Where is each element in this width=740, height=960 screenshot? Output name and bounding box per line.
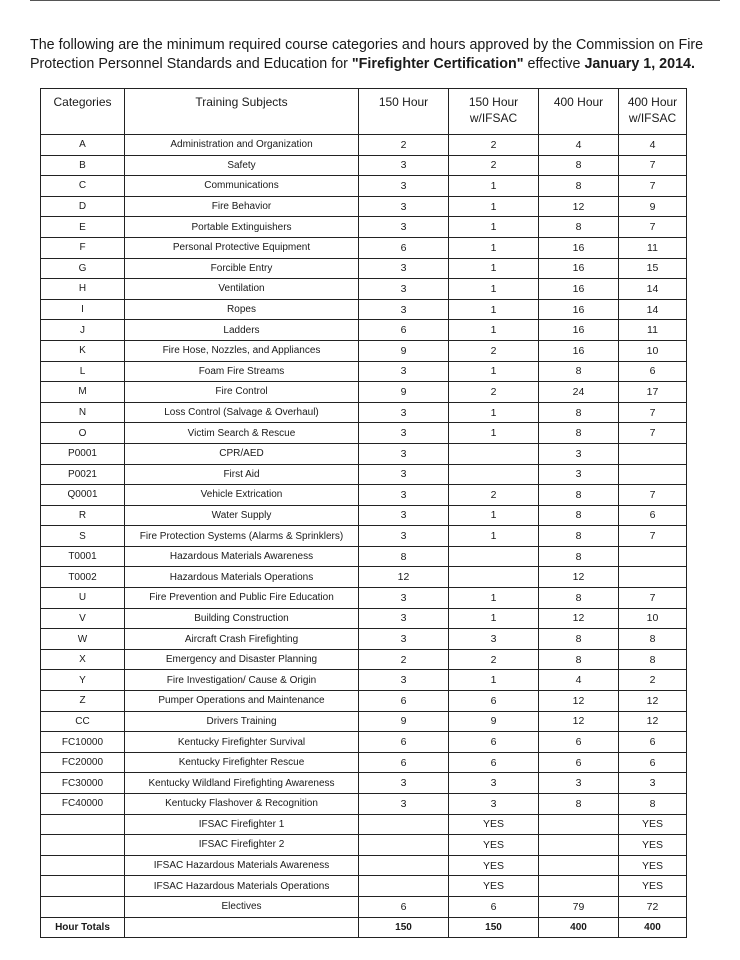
cell-400-hour: 16 (539, 258, 619, 279)
intro-cert-name: "Firefighter Certification" (351, 56, 524, 72)
cell-training-subject: Personal Protective Equipment (125, 237, 359, 258)
table-row (41, 135, 687, 156)
cell-150-hour: 8 (359, 546, 449, 567)
cell-400-hour: 8 (539, 155, 619, 176)
cell-400-hour-ifsac: 6 (619, 361, 687, 382)
cell-400-hour-ifsac: 7 (619, 217, 687, 238)
cell-150-hour-ifsac: 2 (449, 485, 539, 506)
cell-training-subject: Fire Investigation/ Cause & Origin (125, 670, 359, 691)
cell-category (41, 855, 125, 876)
cell-400-hour-ifsac: 8 (619, 649, 687, 670)
cell-category: F (41, 237, 125, 258)
cell-150-hour: 12 (359, 567, 449, 588)
cell-training-subject: Safety (125, 155, 359, 176)
cell-150-hour-ifsac: 1 (449, 526, 539, 547)
cell-training-subject: IFSAC Hazardous Materials Awareness (125, 855, 359, 876)
cell-training-subject: Foam Fire Streams (125, 361, 359, 382)
cell-category: FC30000 (41, 773, 125, 794)
cell-training-subject: Hazardous Materials Awareness (125, 546, 359, 567)
totals-row (41, 917, 687, 938)
cell-150-hour-ifsac: 2 (449, 135, 539, 156)
cell-150-hour: 9 (359, 382, 449, 403)
cell-150-hour-ifsac: 1 (449, 176, 539, 197)
table-row (41, 485, 687, 506)
cell-150-hour-ifsac: 1 (449, 279, 539, 300)
cell-150-hour: 3 (359, 485, 449, 506)
cell-150-hour-ifsac: YES (449, 835, 539, 856)
cell-150-hour: 9 (359, 340, 449, 361)
table-row (41, 691, 687, 712)
cell-category: J (41, 320, 125, 341)
table-row (41, 835, 687, 856)
cell-category: X (41, 649, 125, 670)
cell-400-hour: 16 (539, 237, 619, 258)
cell-category (41, 835, 125, 856)
cell-150-hour-ifsac: 2 (449, 340, 539, 361)
cell-150-hour: 3 (359, 505, 449, 526)
cell-400-hour-ifsac (619, 443, 687, 464)
cell-150-hour-ifsac: YES (449, 855, 539, 876)
table-row (41, 567, 687, 588)
cell-category: P0021 (41, 464, 125, 485)
cell-400-hour: 79 (539, 896, 619, 917)
cell-400-hour (539, 855, 619, 876)
cell-400-hour: 16 (539, 320, 619, 341)
totals-400-hour: 400 (539, 917, 619, 938)
cell-400-hour (539, 835, 619, 856)
cell-150-hour (359, 835, 449, 856)
cell-category: O (41, 423, 125, 444)
cell-category: N (41, 402, 125, 423)
table-row (41, 402, 687, 423)
cell-training-subject: Victim Search & Rescue (125, 423, 359, 444)
totals-blank (125, 917, 359, 938)
cell-training-subject: Portable Extinguishers (125, 217, 359, 238)
cell-training-subject: Kentucky Firefighter Rescue (125, 752, 359, 773)
cell-150-hour-ifsac: 6 (449, 732, 539, 753)
intro-effective-date: January 1, 2014. (584, 56, 695, 72)
cell-400-hour: 12 (539, 691, 619, 712)
cell-400-hour-ifsac: 11 (619, 237, 687, 258)
cell-400-hour: 8 (539, 176, 619, 197)
cell-category (41, 876, 125, 897)
page-top-edge (30, 0, 720, 2)
cell-category: FC20000 (41, 752, 125, 773)
cell-training-subject: Aircraft Crash Firefighting (125, 629, 359, 650)
cell-150-hour-ifsac: YES (449, 876, 539, 897)
cell-400-hour: 4 (539, 670, 619, 691)
cell-400-hour-ifsac: 7 (619, 155, 687, 176)
cell-150-hour: 6 (359, 691, 449, 712)
cell-150-hour-ifsac: 1 (449, 217, 539, 238)
cell-150-hour-ifsac (449, 464, 539, 485)
cell-400-hour-ifsac: 12 (619, 691, 687, 712)
table-row (41, 711, 687, 732)
cell-training-subject: IFSAC Hazardous Materials Operations (125, 876, 359, 897)
cell-category: R (41, 505, 125, 526)
cell-400-hour-ifsac: 7 (619, 485, 687, 506)
cell-150-hour: 3 (359, 670, 449, 691)
table-row (41, 732, 687, 753)
cell-training-subject: Fire Prevention and Public Fire Education (125, 588, 359, 609)
cell-400-hour-ifsac: 72 (619, 896, 687, 917)
cell-150-hour-ifsac: 1 (449, 237, 539, 258)
cell-400-hour-ifsac: 14 (619, 279, 687, 300)
cell-150-hour: 9 (359, 711, 449, 732)
table-row (41, 443, 687, 464)
cell-150-hour: 3 (359, 176, 449, 197)
cell-400-hour-ifsac: YES (619, 855, 687, 876)
intro-text-2: effective (523, 56, 585, 72)
cell-400-hour-ifsac: 8 (619, 629, 687, 650)
cell-150-hour: 3 (359, 217, 449, 238)
cell-training-subject: Fire Behavior (125, 196, 359, 217)
cell-150-hour-ifsac: 1 (449, 320, 539, 341)
cell-400-hour-ifsac: 12 (619, 711, 687, 732)
cell-400-hour: 8 (539, 546, 619, 567)
cell-400-hour-ifsac: 6 (619, 732, 687, 753)
cell-150-hour-ifsac: 1 (449, 402, 539, 423)
table-row (41, 176, 687, 197)
cell-400-hour: 16 (539, 340, 619, 361)
cell-150-hour (359, 855, 449, 876)
cell-400-hour: 12 (539, 196, 619, 217)
cell-150-hour-ifsac: 2 (449, 382, 539, 403)
cell-category: FC10000 (41, 732, 125, 753)
cell-training-subject: Building Construction (125, 608, 359, 629)
cell-category: Z (41, 691, 125, 712)
cell-150-hour: 2 (359, 135, 449, 156)
cell-150-hour: 2 (359, 649, 449, 670)
cell-400-hour: 12 (539, 608, 619, 629)
cell-400-hour-ifsac (619, 464, 687, 485)
cell-training-subject: Kentucky Flashover & Recognition (125, 794, 359, 815)
cell-150-hour: 3 (359, 361, 449, 382)
table-header-row (41, 89, 687, 135)
cell-training-subject: Forcible Entry (125, 258, 359, 279)
cell-150-hour-ifsac (449, 546, 539, 567)
cell-150-hour: 3 (359, 258, 449, 279)
cell-400-hour-ifsac: 9 (619, 196, 687, 217)
totals-400-hour-ifsac: 400 (619, 917, 687, 938)
cell-400-hour-ifsac: 10 (619, 608, 687, 629)
table-row (41, 794, 687, 815)
cell-150-hour: 6 (359, 732, 449, 753)
cell-400-hour: 24 (539, 382, 619, 403)
cell-category: FC40000 (41, 794, 125, 815)
cell-400-hour: 12 (539, 567, 619, 588)
cell-400-hour: 16 (539, 299, 619, 320)
cell-150-hour: 3 (359, 464, 449, 485)
cell-400-hour-ifsac: 10 (619, 340, 687, 361)
table-row (41, 464, 687, 485)
totals-150-hour: 150 (359, 917, 449, 938)
cell-150-hour-ifsac: 1 (449, 588, 539, 609)
cell-150-hour: 3 (359, 402, 449, 423)
cell-400-hour: 8 (539, 217, 619, 238)
cell-category (41, 814, 125, 835)
cell-training-subject: Pumper Operations and Maintenance (125, 691, 359, 712)
cell-400-hour: 8 (539, 794, 619, 815)
table-row (41, 258, 687, 279)
cell-400-hour: 12 (539, 711, 619, 732)
header-150-hour-ifsac: 150 Hour w/IFSAC (449, 89, 539, 135)
cell-category: D (41, 196, 125, 217)
cell-training-subject: Communications (125, 176, 359, 197)
header-400-hour-ifsac: 400 Hour w/IFSAC (619, 89, 687, 135)
table-row (41, 608, 687, 629)
cell-150-hour: 3 (359, 629, 449, 650)
cell-150-hour (359, 876, 449, 897)
cell-400-hour: 6 (539, 752, 619, 773)
table-row (41, 588, 687, 609)
cell-training-subject: Ropes (125, 299, 359, 320)
cell-150-hour-ifsac: 3 (449, 794, 539, 815)
cell-150-hour-ifsac: 1 (449, 423, 539, 444)
cell-400-hour: 3 (539, 464, 619, 485)
cell-400-hour: 8 (539, 505, 619, 526)
cell-category: W (41, 629, 125, 650)
cell-training-subject: Electives (125, 896, 359, 917)
cell-150-hour-ifsac: 9 (449, 711, 539, 732)
table-row (41, 237, 687, 258)
cell-400-hour: 8 (539, 485, 619, 506)
cell-150-hour: 3 (359, 526, 449, 547)
cell-150-hour: 3 (359, 279, 449, 300)
cell-400-hour: 4 (539, 135, 619, 156)
cell-training-subject: Fire Control (125, 382, 359, 403)
table-row (41, 896, 687, 917)
cell-150-hour-ifsac: 1 (449, 361, 539, 382)
header-categories: Categories (41, 89, 125, 135)
table-row (41, 505, 687, 526)
cell-400-hour-ifsac: YES (619, 876, 687, 897)
cell-400-hour-ifsac: YES (619, 835, 687, 856)
cell-150-hour: 6 (359, 237, 449, 258)
table-row (41, 279, 687, 300)
table-body (41, 135, 687, 938)
cell-category: U (41, 588, 125, 609)
cell-150-hour: 3 (359, 588, 449, 609)
table-row (41, 670, 687, 691)
cell-150-hour: 3 (359, 423, 449, 444)
cell-training-subject: IFSAC Firefighter 1 (125, 814, 359, 835)
cell-training-subject: Water Supply (125, 505, 359, 526)
cell-400-hour: 16 (539, 279, 619, 300)
cell-400-hour-ifsac: 17 (619, 382, 687, 403)
header-training-subjects: Training Subjects (125, 89, 359, 135)
intro-text-1: The following are the minimum required course categories and hours approved by the Commission on Fire Protection Personnel Standards and Education for (30, 37, 704, 72)
cell-training-subject: Ladders (125, 320, 359, 341)
table-row (41, 855, 687, 876)
cell-150-hour-ifsac: 3 (449, 773, 539, 794)
cell-category (41, 896, 125, 917)
table-row (41, 876, 687, 897)
course-hours-table (40, 88, 687, 938)
cell-category: I (41, 299, 125, 320)
cell-150-hour-ifsac: 6 (449, 896, 539, 917)
cell-training-subject: Vehicle Extrication (125, 485, 359, 506)
cell-150-hour: 3 (359, 443, 449, 464)
cell-150-hour-ifsac: 2 (449, 649, 539, 670)
cell-150-hour: 3 (359, 196, 449, 217)
cell-150-hour: 6 (359, 752, 449, 773)
cell-category: V (41, 608, 125, 629)
cell-150-hour-ifsac (449, 443, 539, 464)
cell-150-hour-ifsac: 1 (449, 670, 539, 691)
cell-150-hour: 3 (359, 299, 449, 320)
cell-training-subject: Hazardous Materials Operations (125, 567, 359, 588)
cell-training-subject: IFSAC Firefighter 2 (125, 835, 359, 856)
cell-400-hour-ifsac: 7 (619, 526, 687, 547)
cell-150-hour: 3 (359, 155, 449, 176)
table-row (41, 546, 687, 567)
cell-400-hour-ifsac: 2 (619, 670, 687, 691)
cell-category: C (41, 176, 125, 197)
table-row (41, 196, 687, 217)
cell-category: Y (41, 670, 125, 691)
cell-category: Q0001 (41, 485, 125, 506)
cell-400-hour-ifsac (619, 567, 687, 588)
header-150-hour: 150 Hour (359, 89, 449, 135)
cell-150-hour-ifsac: YES (449, 814, 539, 835)
cell-category: P0001 (41, 443, 125, 464)
cell-400-hour-ifsac (619, 546, 687, 567)
cell-150-hour-ifsac: 1 (449, 196, 539, 217)
cell-400-hour: 8 (539, 361, 619, 382)
cell-150-hour: 3 (359, 794, 449, 815)
cell-150-hour-ifsac: 1 (449, 299, 539, 320)
cell-400-hour-ifsac: 7 (619, 423, 687, 444)
table-row (41, 649, 687, 670)
intro-paragraph (30, 36, 720, 74)
cell-400-hour-ifsac: 3 (619, 773, 687, 794)
cell-150-hour: 6 (359, 896, 449, 917)
cell-400-hour-ifsac: 6 (619, 505, 687, 526)
cell-400-hour-ifsac: 4 (619, 135, 687, 156)
cell-category: M (41, 382, 125, 403)
table-row (41, 629, 687, 650)
cell-400-hour-ifsac: YES (619, 814, 687, 835)
cell-150-hour-ifsac (449, 567, 539, 588)
cell-400-hour-ifsac: 11 (619, 320, 687, 341)
cell-training-subject: Fire Hose, Nozzles, and Appliances (125, 340, 359, 361)
cell-150-hour (359, 814, 449, 835)
table-row (41, 340, 687, 361)
table-row (41, 155, 687, 176)
cell-training-subject: Loss Control (Salvage & Overhaul) (125, 402, 359, 423)
cell-training-subject: CPR/AED (125, 443, 359, 464)
cell-400-hour (539, 814, 619, 835)
table-row (41, 773, 687, 794)
table-row (41, 217, 687, 238)
cell-training-subject: Ventilation (125, 279, 359, 300)
table-row (41, 299, 687, 320)
cell-150-hour: 3 (359, 608, 449, 629)
cell-400-hour: 8 (539, 526, 619, 547)
table-row (41, 361, 687, 382)
cell-training-subject: Kentucky Firefighter Survival (125, 732, 359, 753)
table-row (41, 814, 687, 835)
cell-400-hour-ifsac: 7 (619, 176, 687, 197)
cell-category: K (41, 340, 125, 361)
table-row (41, 423, 687, 444)
cell-category: B (41, 155, 125, 176)
cell-400-hour-ifsac: 7 (619, 588, 687, 609)
cell-150-hour-ifsac: 2 (449, 155, 539, 176)
cell-category: E (41, 217, 125, 238)
cell-category: S (41, 526, 125, 547)
cell-400-hour: 8 (539, 402, 619, 423)
cell-400-hour-ifsac: 8 (619, 794, 687, 815)
cell-training-subject: Kentucky Wildland Firefighting Awareness (125, 773, 359, 794)
cell-training-subject: Drivers Training (125, 711, 359, 732)
header-400-hour: 400 Hour (539, 89, 619, 135)
cell-400-hour-ifsac: 7 (619, 402, 687, 423)
cell-training-subject: Fire Protection Systems (Alarms & Sprinklers) (125, 526, 359, 547)
table-row (41, 752, 687, 773)
cell-400-hour-ifsac: 14 (619, 299, 687, 320)
cell-training-subject: First Aid (125, 464, 359, 485)
cell-training-subject: Administration and Organization (125, 135, 359, 156)
cell-training-subject: Emergency and Disaster Planning (125, 649, 359, 670)
cell-150-hour-ifsac: 6 (449, 691, 539, 712)
cell-400-hour: 8 (539, 423, 619, 444)
cell-150-hour: 6 (359, 320, 449, 341)
table-row (41, 382, 687, 403)
cell-150-hour-ifsac: 1 (449, 505, 539, 526)
cell-150-hour-ifsac: 1 (449, 608, 539, 629)
cell-400-hour: 3 (539, 443, 619, 464)
cell-400-hour-ifsac: 6 (619, 752, 687, 773)
cell-150-hour: 3 (359, 773, 449, 794)
cell-category: T0002 (41, 567, 125, 588)
table-row (41, 526, 687, 547)
cell-150-hour-ifsac: 1 (449, 258, 539, 279)
cell-category: H (41, 279, 125, 300)
cell-400-hour: 3 (539, 773, 619, 794)
cell-400-hour: 8 (539, 629, 619, 650)
cell-400-hour: 6 (539, 732, 619, 753)
table-row (41, 320, 687, 341)
cell-400-hour: 8 (539, 588, 619, 609)
cell-150-hour-ifsac: 6 (449, 752, 539, 773)
cell-category: A (41, 135, 125, 156)
cell-category: T0001 (41, 546, 125, 567)
totals-label: Hour Totals (41, 917, 125, 938)
cell-150-hour-ifsac: 3 (449, 629, 539, 650)
cell-category: L (41, 361, 125, 382)
totals-150-hour-ifsac: 150 (449, 917, 539, 938)
cell-category: CC (41, 711, 125, 732)
cell-400-hour (539, 876, 619, 897)
cell-category: G (41, 258, 125, 279)
cell-400-hour: 8 (539, 649, 619, 670)
cell-400-hour-ifsac: 15 (619, 258, 687, 279)
